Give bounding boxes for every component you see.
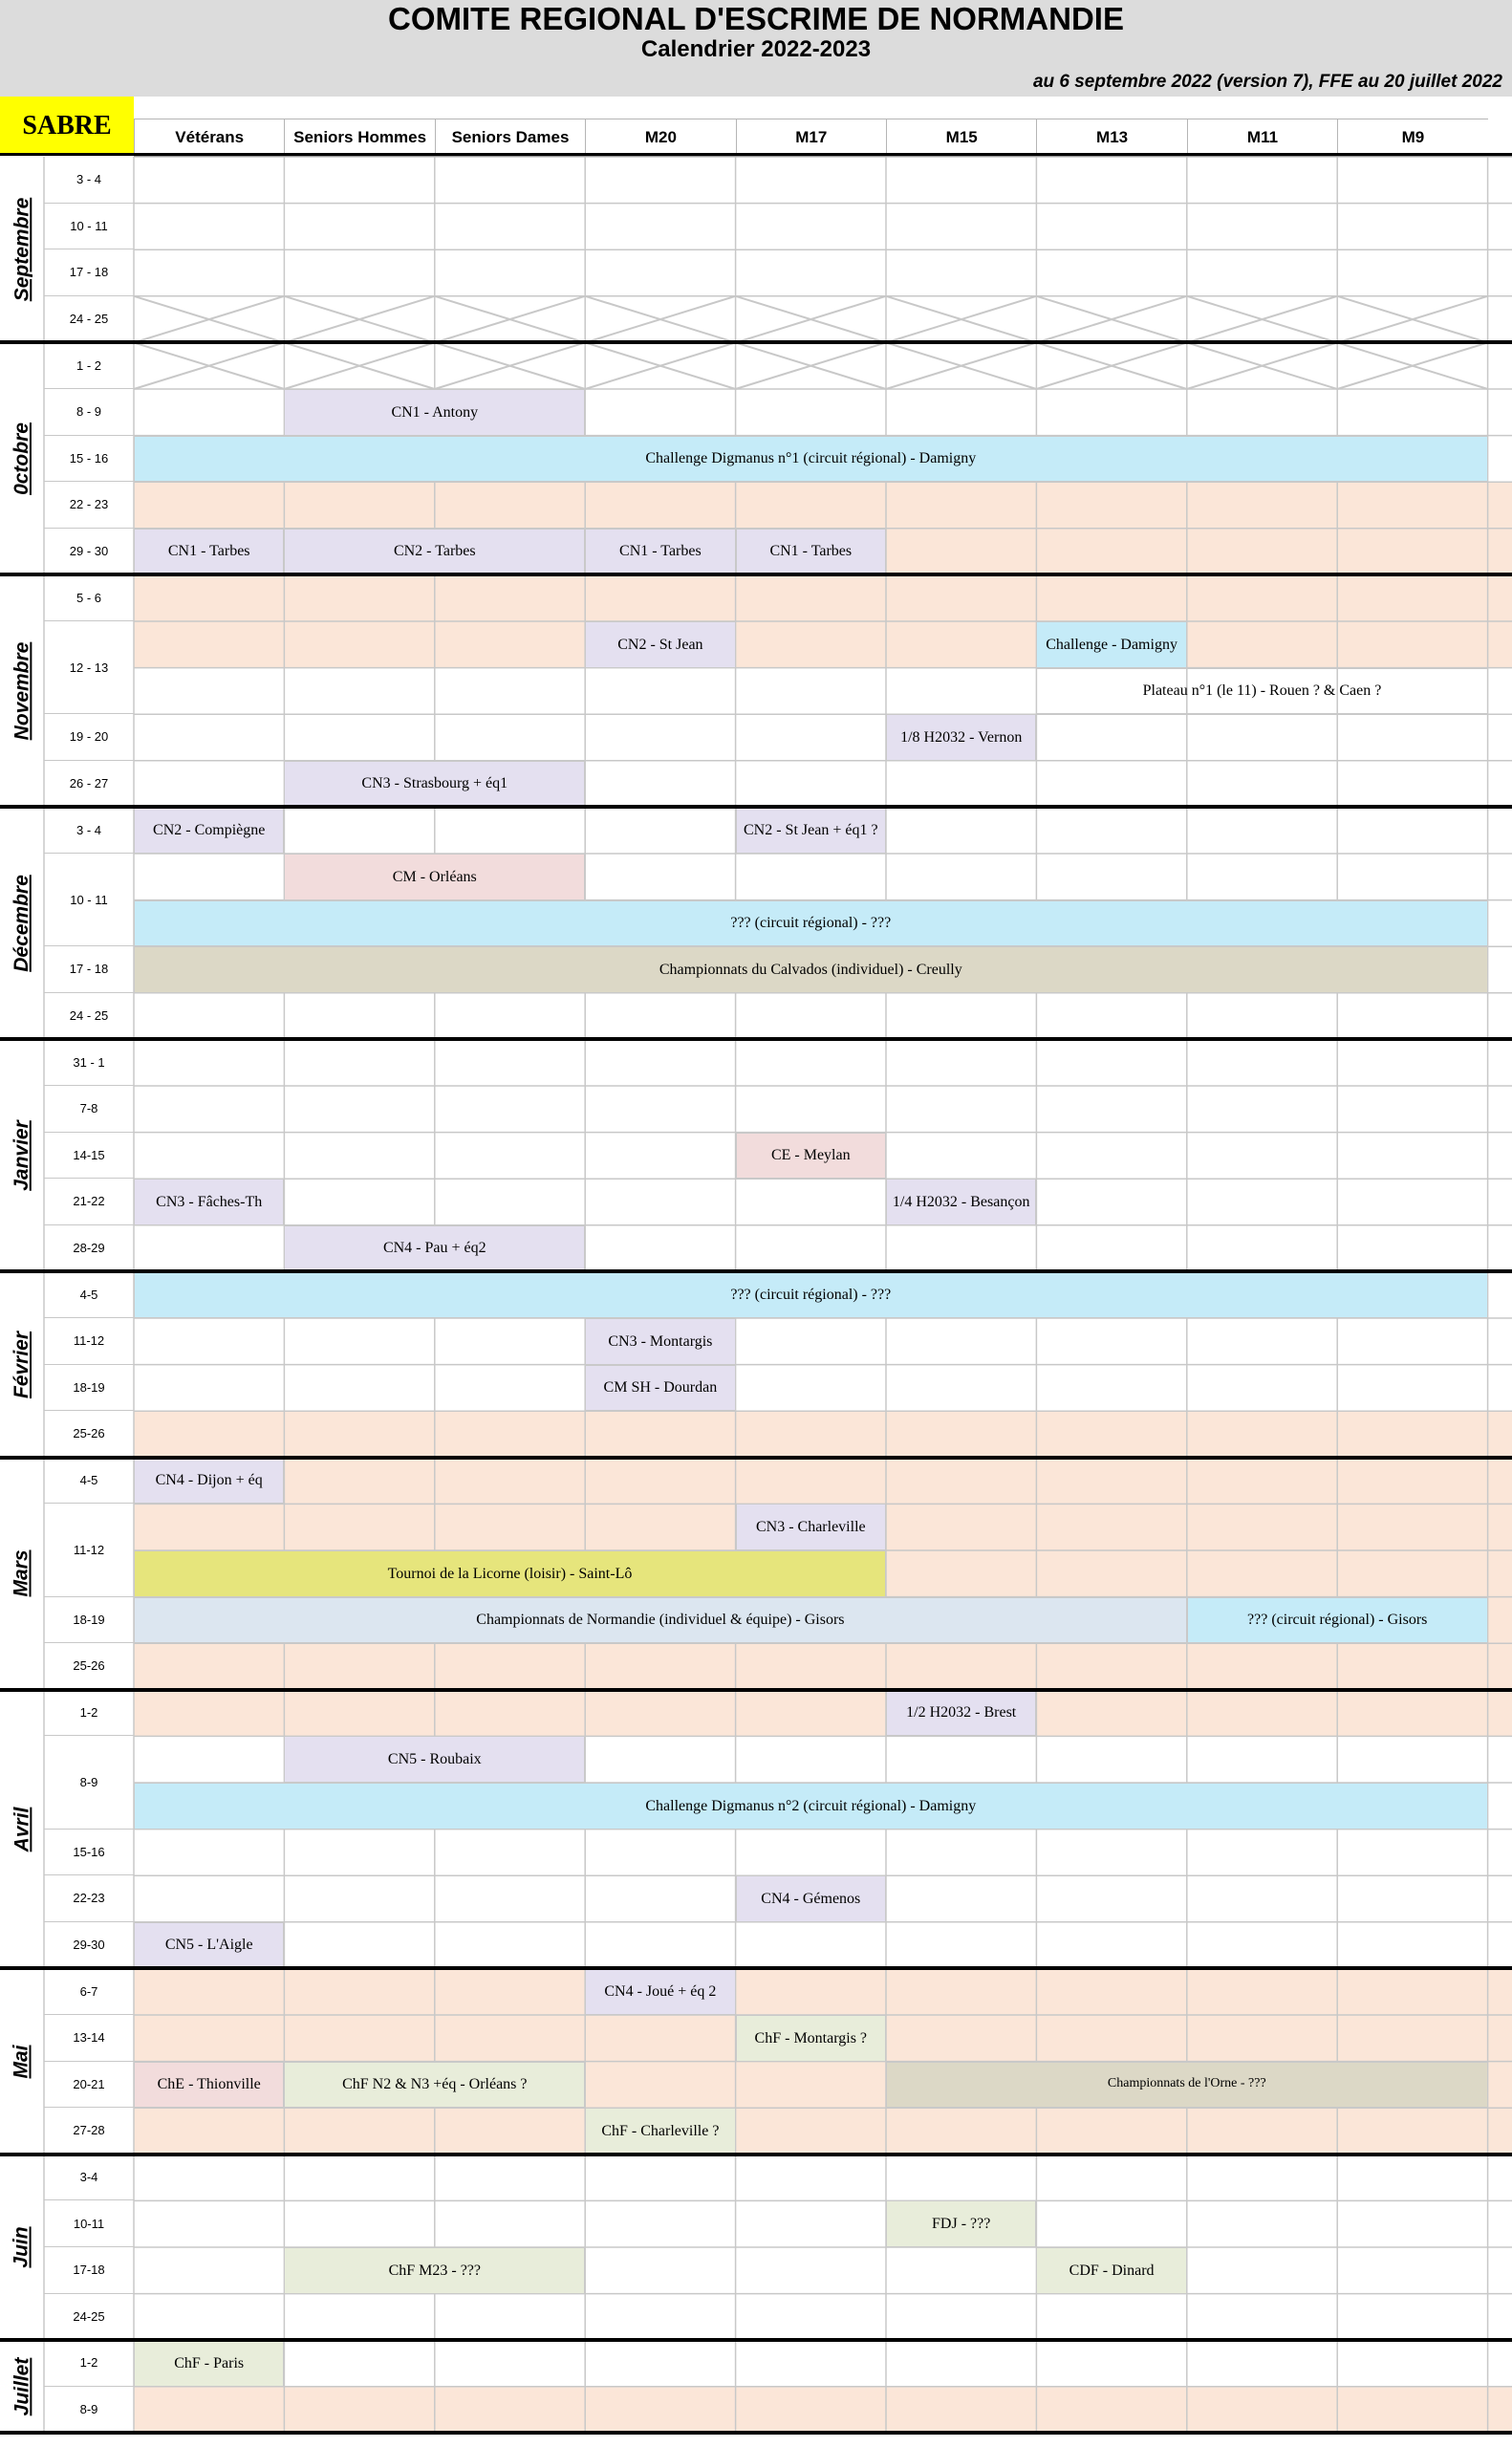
cross-mark xyxy=(736,296,886,343)
week-label: 3 - 4 xyxy=(44,157,134,204)
column-header: M20 xyxy=(585,119,735,156)
week-label: 8 - 9 xyxy=(44,389,134,436)
week-label: 24 - 25 xyxy=(44,993,134,1040)
cross-mark xyxy=(1036,296,1186,343)
month-label xyxy=(0,1039,44,1271)
week-label: 26 - 27 xyxy=(44,761,134,808)
column-header: Seniors Hommes xyxy=(284,119,434,156)
event-cell: CN1 - Tarbes xyxy=(134,529,284,575)
cross-mark xyxy=(134,296,284,343)
column-header: M9 xyxy=(1337,119,1487,156)
month-label xyxy=(0,807,44,1039)
week-label: 10 - 11 xyxy=(44,854,134,946)
month-separator xyxy=(0,805,1512,809)
month-separator xyxy=(0,1037,1512,1041)
cross-mark xyxy=(1187,342,1337,389)
holiday-row-shade xyxy=(134,1643,1512,1690)
month-name: Novembre xyxy=(11,641,33,741)
page-title: COMITE REGIONAL D'ESCRIME DE NORMANDIE xyxy=(388,1,1124,36)
week-label: 17 - 18 xyxy=(44,946,134,993)
weapon-label: SABRE xyxy=(0,97,134,156)
column-header: Vétérans xyxy=(134,119,284,156)
version-note: au 6 septembre 2022 (version 7), FFE au 20 juillet 2022 xyxy=(1032,72,1502,92)
cross-mark xyxy=(1036,342,1186,389)
event-cell: Championnats de Normandie (individuel & équipe) - Gisors xyxy=(134,1597,1187,1644)
cross-mark xyxy=(1337,296,1487,343)
cross-mark xyxy=(1337,296,1487,343)
week-label: 18-19 xyxy=(44,1365,134,1412)
event-cell: CM - Orléans xyxy=(284,854,585,900)
event-cell: CN3 - Fâches-Th xyxy=(134,1179,284,1225)
week-label: 14-15 xyxy=(44,1133,134,1180)
cross-mark xyxy=(1337,342,1487,389)
week-label: 25-26 xyxy=(44,1411,134,1458)
week-label: 3 - 4 xyxy=(44,807,134,854)
cross-mark xyxy=(435,342,585,389)
week-label: 28-29 xyxy=(44,1225,134,1272)
week-label: 4-5 xyxy=(44,1271,134,1318)
holiday-row-shade xyxy=(134,1690,1512,1737)
event-cell: ChE - Thionville xyxy=(134,2062,284,2109)
event-cell: Tournoi de la Licorne (loisir) - Saint-Lô xyxy=(134,1550,886,1597)
month-label xyxy=(0,1690,44,1969)
month-separator xyxy=(0,2153,1512,2156)
event-cell: ChF - Paris xyxy=(134,2340,284,2387)
week-label: 18-19 xyxy=(44,1597,134,1644)
week-label: 4-5 xyxy=(44,1458,134,1505)
cross-mark xyxy=(1187,296,1337,343)
cross-mark xyxy=(736,296,886,343)
week-label: 27-28 xyxy=(44,2108,134,2155)
holiday-row-shade xyxy=(134,1968,1512,2015)
column-header: M17 xyxy=(736,119,886,156)
week-label: 24 - 25 xyxy=(44,296,134,343)
week-label: 20-21 xyxy=(44,2062,134,2109)
month-label xyxy=(0,1458,44,1690)
week-label: 1-2 xyxy=(44,2340,134,2387)
month-name: Juin xyxy=(10,2226,32,2268)
month-name: Février xyxy=(11,1331,33,1398)
cross-mark xyxy=(1187,296,1337,343)
event-cell: CN5 - Roubaix xyxy=(284,1736,585,1783)
week-label: 22-23 xyxy=(44,1875,134,1922)
cross-mark xyxy=(1337,342,1487,389)
week-label: 21-22 xyxy=(44,1179,134,1225)
month-name: Mars xyxy=(11,1549,32,1597)
cross-mark xyxy=(284,342,434,389)
week-label: 24-25 xyxy=(44,2294,134,2341)
event-cell: Challenge Digmanus n°2 (circuit régional) - Damigny xyxy=(134,1783,1488,1830)
week-label: 22 - 23 xyxy=(44,482,134,529)
event-cell: CN4 - Pau + éq2 xyxy=(284,1225,585,1272)
event-cell: CN3 - Strasbourg + éq1 xyxy=(284,761,585,808)
cross-mark xyxy=(1036,296,1186,343)
event-cell: ??? (circuit régional) - ??? xyxy=(134,900,1488,947)
week-label: 1 - 2 xyxy=(44,342,134,389)
cross-mark xyxy=(886,296,1036,343)
event-cell: ChF - Charleville ? xyxy=(585,2108,735,2155)
month-name: Janvier xyxy=(11,1120,32,1191)
week-label: 11-12 xyxy=(44,1318,134,1365)
month-separator xyxy=(0,2338,1512,2342)
week-label: 3-4 xyxy=(44,2155,134,2201)
cross-mark xyxy=(134,342,284,389)
column-header: M11 xyxy=(1187,119,1337,156)
month-separator xyxy=(0,2431,1512,2435)
event-cell: CN5 - L'Aigle xyxy=(134,1922,284,1969)
week-label: 8-9 xyxy=(44,1736,134,1829)
month-name: Septembre xyxy=(11,197,33,302)
month-name: Décembre xyxy=(11,875,32,972)
event-cell: CN1 - Tarbes xyxy=(736,529,886,575)
cross-mark xyxy=(736,342,886,389)
holiday-row-shade xyxy=(134,574,1512,621)
month-separator xyxy=(0,1688,1512,1692)
month-label xyxy=(0,2155,44,2340)
month-label xyxy=(0,157,44,342)
event-cell: CN2 - St Jean + éq1 ? xyxy=(736,807,886,854)
week-label: 1-2 xyxy=(44,1690,134,1737)
event-cell: CN2 - St Jean xyxy=(585,621,735,668)
week-label: 15 - 16 xyxy=(44,436,134,483)
event-cell: Plateau n°1 (le 11) - Rouen ? & Caen ? xyxy=(1036,668,1487,715)
event-cell: CN3 - Charleville xyxy=(736,1504,886,1550)
event-cell: CN1 - Tarbes xyxy=(585,529,735,575)
week-label: 7-8 xyxy=(44,1086,134,1133)
week-label: 15-16 xyxy=(44,1830,134,1876)
month-name: Juillet xyxy=(11,2357,32,2416)
month-name: 0ctobre xyxy=(11,422,33,495)
cross-mark xyxy=(134,342,284,389)
week-label: 29 - 30 xyxy=(44,529,134,575)
holiday-row-shade xyxy=(134,1411,1512,1458)
cross-mark xyxy=(886,296,1036,343)
event-cell: FDJ - ??? xyxy=(886,2200,1036,2247)
holiday-row-shade xyxy=(134,482,1512,529)
week-label: 8-9 xyxy=(44,2387,134,2434)
month-label xyxy=(0,1271,44,1457)
column-header: Seniors Dames xyxy=(435,119,585,156)
week-label: 10-11 xyxy=(44,2200,134,2247)
week-label: 12 - 13 xyxy=(44,621,134,714)
week-label: 5 - 6 xyxy=(44,574,134,621)
holiday-row-shade xyxy=(134,621,1512,668)
cross-mark xyxy=(435,342,585,389)
month-label xyxy=(0,574,44,807)
month-label xyxy=(0,1968,44,2154)
event-cell: ??? (circuit régional) - ??? xyxy=(134,1271,1488,1318)
cross-mark xyxy=(585,342,735,389)
event-cell: CN4 - Dijon + éq xyxy=(134,1458,284,1505)
event-cell: 1/2 H2032 - Brest xyxy=(886,1690,1036,1737)
event-cell: Challenge Digmanus n°1 (circuit régional) - Damigny xyxy=(134,436,1488,483)
cross-mark xyxy=(435,296,585,343)
event-cell: CN3 - Montargis xyxy=(585,1318,735,1365)
event-cell: ChF N2 & N3 +éq - Orléans ? xyxy=(284,2062,585,2109)
week-label: 25-26 xyxy=(44,1643,134,1690)
cross-mark xyxy=(585,342,735,389)
month-separator xyxy=(0,340,1512,344)
week-label: 19 - 20 xyxy=(44,714,134,761)
week-label: 10 - 11 xyxy=(44,204,134,250)
week-label: 13-14 xyxy=(44,2015,134,2062)
cross-mark xyxy=(736,342,886,389)
cross-mark xyxy=(284,296,434,343)
holiday-row-shade xyxy=(134,2108,1512,2155)
week-label: 17-18 xyxy=(44,2247,134,2294)
week-label: 6-7 xyxy=(44,1968,134,2015)
cross-mark xyxy=(886,342,1036,389)
event-cell: CN2 - Compiègne xyxy=(134,807,284,854)
week-label: 31 - 1 xyxy=(44,1039,134,1086)
month-separator xyxy=(0,1456,1512,1460)
event-cell: CN2 - Tarbes xyxy=(284,529,585,575)
event-cell: ChF - Montargis ? xyxy=(736,2015,886,2062)
event-cell: Challenge - Damigny xyxy=(1036,621,1186,668)
event-cell: 1/8 H2032 - Vernon xyxy=(886,714,1036,761)
event-cell: 1/4 H2032 - Besançon xyxy=(886,1179,1036,1225)
month-label xyxy=(0,2340,44,2433)
event-cell: CN4 - Gémenos xyxy=(736,1875,886,1922)
cross-mark xyxy=(585,296,735,343)
event-cell: ??? (circuit régional) - Gisors xyxy=(1187,1597,1488,1644)
cross-mark xyxy=(284,342,434,389)
cross-mark xyxy=(435,296,585,343)
event-cell: CN1 - Antony xyxy=(284,389,585,436)
week-label: 29-30 xyxy=(44,1922,134,1969)
column-header: M15 xyxy=(886,119,1036,156)
event-cell: Championnats de l'Orne - ??? xyxy=(886,2062,1488,2109)
month-separator xyxy=(0,1966,1512,1970)
cross-mark xyxy=(886,342,1036,389)
cross-mark xyxy=(1187,342,1337,389)
event-cell: Championnats du Calvados (individuel) - Creully xyxy=(134,946,1488,993)
cross-mark xyxy=(1036,342,1186,389)
event-cell: CDF - Dinard xyxy=(1036,2247,1186,2294)
month-separator xyxy=(0,573,1512,576)
holiday-row-shade xyxy=(134,1458,1512,1505)
month-name: Avril xyxy=(11,1807,32,1851)
month-label xyxy=(0,342,44,574)
column-header: M13 xyxy=(1036,119,1186,156)
event-cell: CE - Meylan xyxy=(736,1133,886,1180)
event-cell: CM SH - Dourdan xyxy=(585,1365,735,1412)
event-cell: CN4 - Joué + éq 2 xyxy=(585,1968,735,2015)
month-name: Mai xyxy=(10,2045,32,2079)
week-label: 17 - 18 xyxy=(44,249,134,296)
cross-mark xyxy=(284,296,434,343)
cross-mark xyxy=(585,296,735,343)
cross-mark xyxy=(134,296,284,343)
event-cell: ChF M23 - ??? xyxy=(284,2247,585,2294)
month-separator xyxy=(0,1269,1512,1273)
holiday-row-shade xyxy=(134,2387,1512,2434)
week-label: 11-12 xyxy=(44,1504,134,1596)
page-subtitle: Calendrier 2022-2023 xyxy=(640,36,872,62)
